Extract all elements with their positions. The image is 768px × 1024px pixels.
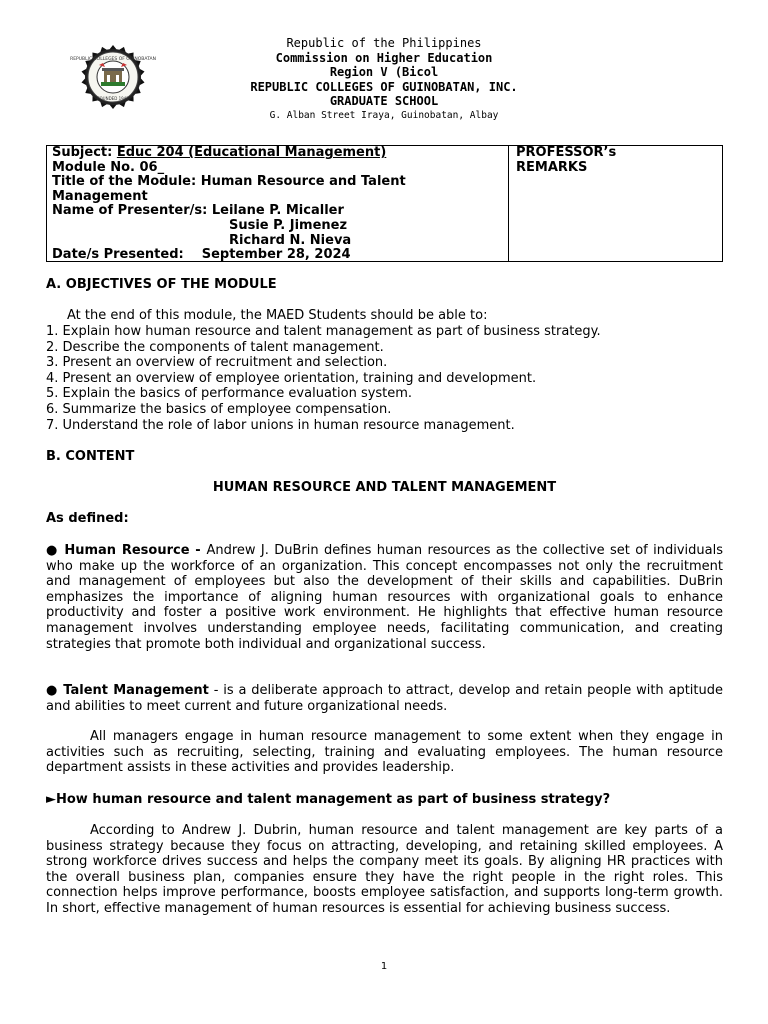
presenter-line: Name of Presenter/s: Leilane P. Micaller [52, 203, 344, 219]
header-commission: Commission on Higher Education [275, 50, 493, 65]
strategy-question: ►How human resource and talent management as part of business strategy? [46, 792, 611, 807]
module-title-line2: Management [52, 188, 148, 204]
professor-remarks-cell [509, 146, 722, 261]
remarks-label-line1: PROFESSOR’s [516, 145, 617, 160]
tm-definition: - is a deliberate approach to attract, develop and retain people with aptitude and abilities to meet current and future organizational needs. [46, 683, 723, 714]
content-heading: B. CONTENT [46, 449, 135, 464]
objectives-heading: A. OBJECTIVES OF THE MODULE [46, 277, 277, 292]
objective-item: 4. Present an overview of employee orientation, training and development. [46, 370, 537, 386]
header-republic: Republic of the Philippines [286, 36, 482, 50]
subject-line [52, 146, 503, 161]
module-info-table [46, 145, 723, 262]
tm-term: ● Talent Management [46, 683, 209, 698]
objective-item: 6. Summarize the basics of employee compensation. [46, 401, 392, 417]
seal-ring-text: REPUBLIC COLLEGES OF GUINOBATAN [70, 57, 156, 62]
hr-definition: Andrew J. DuBrin defines human resources as the collective set of individuals who make up the workforce of an organization. This concept encompasses not only the recruitment and management of employees but also the development of their skills and capabilities. DuBrin emphasizes the importance of aligning human resources with organizational goals to enhance productivity and foster a positive work environment. He highlights that effective human resource management involves understanding employee needs, facilitating communication, and creating strategies that promote both individual and organizational success. [46, 543, 723, 652]
managers-paragraph: All managers engage in human resource management to some extent when they engage in activities such as recruiting, selecting, training and evaluating employees. The human resource department assists in these activities and provides leadership. [46, 729, 723, 776]
subject-label: Subject: [52, 145, 117, 160]
objective-item: 1. Explain how human resource and talent management as part of business strategy. [46, 324, 601, 339]
objective-item: 3. Present an overview of recruitment and selection. [46, 355, 388, 371]
hr-term: ● Human Resource - [46, 543, 207, 558]
module-number: Module No. 06_ [52, 159, 165, 175]
content-title: HUMAN RESOURCE AND TALENT MANAGEMENT [212, 480, 557, 495]
objective-item: 7. Understand the role of labor unions in human resource management. [46, 417, 515, 433]
objective-item: 2. Describe the components of talent management. [46, 339, 384, 355]
presenter-2: Susie P. Jimenez [229, 217, 348, 233]
page-number: 1 [380, 961, 388, 972]
as-defined-label: As defined: [46, 511, 129, 526]
date-value: September 28, 2024 [201, 247, 351, 263]
header-region: Region V (Bicol [329, 65, 439, 79]
header-college: REPUBLIC COLLEGES OF GUINOBATAN, INC. [250, 79, 518, 94]
tm-definition-paragraph [46, 683, 723, 714]
module-title-line1: Title of the Module: Human Resource and Talent [52, 174, 406, 190]
seal-founded-text: FOUNDED 1947 [97, 96, 129, 101]
date-line [52, 248, 503, 263]
header-graduate-school: GRADUATE SCHOOL [329, 94, 439, 108]
letterhead [0, 36, 768, 123]
objectives-intro: At the end of this module, the MAED Students should be able to: [67, 308, 488, 323]
header-address: G. Alban Street Iraya, Guinobatan, Albay [269, 109, 499, 121]
module-info-cell [47, 146, 509, 261]
objective-item: 5. Explain the basics of performance evaluation system. [46, 386, 413, 402]
objectives-list [46, 324, 723, 433]
presenter-3: Richard N. Nieva [229, 232, 352, 248]
remarks-label-line2: REMARKS [516, 159, 588, 175]
strategy-paragraph: According to Andrew J. Dubrin, human resource and talent management are key parts of a business strategy because they focus on attracting, developing, and retaining skilled employees. A strong workforce drives success and helps the company meet its goals. By aligning HR practices with the overall business plan, companies ensure they have the right people in the right roles. This connection helps improve performance, boosts employee satisfaction, and supports long-term growth. In short, effective management of human resources is essential for achieving business success. [46, 823, 723, 916]
subject-value: Educ 204 (Educational Management) [116, 145, 387, 160]
date-label: Date/s Presented: [52, 247, 184, 263]
hr-definition-paragraph [46, 543, 723, 652]
